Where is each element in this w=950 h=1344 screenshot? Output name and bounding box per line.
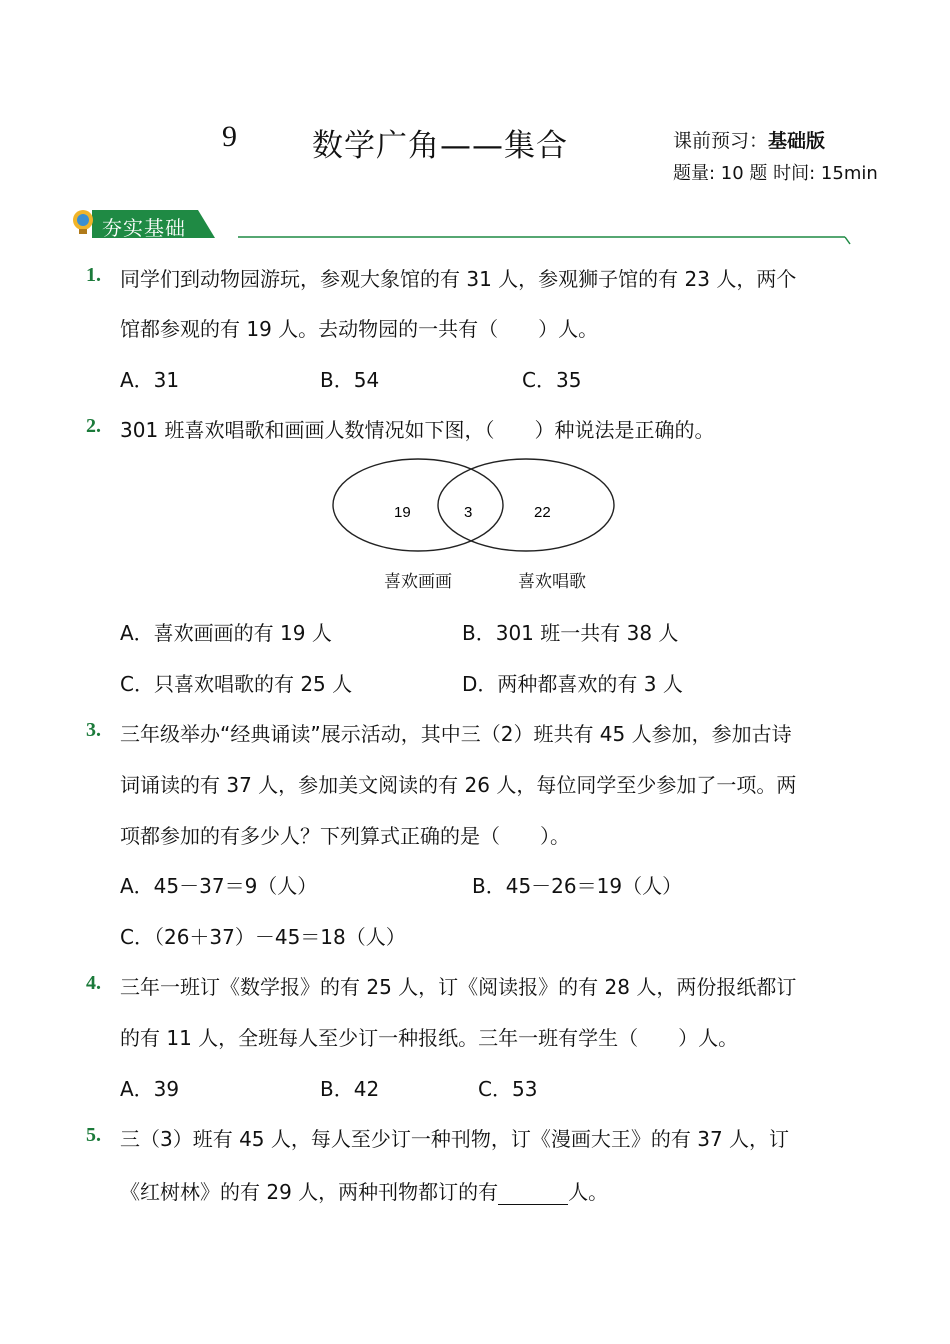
option-b[interactable]: B．54 [320, 368, 380, 392]
question-text-with-blank [120, 1176, 608, 1205]
preview-prefix: 课前预习： [673, 130, 769, 152]
banner-graphic [70, 204, 860, 252]
option-c[interactable]: C．35 [522, 368, 582, 392]
answer-blank[interactable] [498, 1182, 568, 1205]
option-d[interactable]: D．两种都喜欢的有 3 人 [462, 672, 683, 696]
venn-left-value: 19 [394, 504, 411, 521]
page-title: 数学广角——集合 [312, 128, 568, 164]
question-text: 人。 [568, 1180, 609, 1204]
venn-right-value: 22 [534, 504, 551, 521]
section-banner [70, 204, 860, 252]
question-number: 1. [86, 264, 101, 286]
question-text: 馆都参观的有 19 人。去动物园的一共有（ ）人。 [120, 317, 599, 341]
question-text: 项都参加的有多少人？下列算式正确的是（ ）。 [120, 824, 570, 848]
question-text: 三年一班订《数学报》的有 25 人，订《阅读报》的有 28 人，两份报纸都订 [120, 975, 797, 999]
venn-circles [330, 455, 620, 560]
question-text: 301 班喜欢唱歌和画画人数情况如下图，（ ）种说法是正确的。 [120, 418, 715, 442]
venn-left-label: 喜欢画画 [384, 572, 452, 592]
question-text: 词诵读的有 37 人，参加美文阅读的有 26 人，每位同学至少参加了一项。两 [120, 773, 797, 797]
option-c[interactable]: C．只喜欢唱歌的有 25 人 [120, 672, 353, 696]
question-number: 3. [86, 719, 101, 741]
question-count-time: 题量: 10 题 时间: 15min [673, 163, 878, 184]
option-a[interactable]: A．喜欢画画的有 19 人 [120, 621, 332, 645]
option-c[interactable]: C．53 [478, 1077, 538, 1101]
question-number: 5. [86, 1124, 101, 1146]
question-text: 《红树林》的有 29 人，两种刊物都订的有 [120, 1180, 499, 1204]
question-number: 4. [86, 972, 101, 994]
question-text: 同学们到动物园游玩，参观大象馆的有 31 人，参观狮子馆的有 23 人，两个 [120, 267, 797, 291]
venn-diagram [330, 455, 620, 595]
option-a[interactable]: A．31 [120, 368, 180, 392]
venn-left-ellipse [333, 459, 503, 551]
question-text: 的有 11 人，全班每人至少订一种报纸。三年一班有学生（ ）人。 [120, 1026, 739, 1050]
preview-level-value: 基础版 [768, 130, 826, 152]
question-text: 三年级举办“经典诵读”展示活动，其中三（2）班共有 45 人参加，参加古诗 [120, 722, 792, 746]
option-a[interactable]: A．39 [120, 1077, 180, 1101]
preview-level [673, 126, 825, 153]
venn-both-value: 3 [464, 504, 473, 521]
option-b[interactable]: B．42 [320, 1077, 380, 1101]
chapter-number: 9 [222, 120, 237, 153]
option-a[interactable]: A．45－37＝9（人） [120, 874, 318, 898]
option-c[interactable]: C．（26＋37）－45＝18（人） [120, 925, 406, 949]
section-label: 夯实基础 [102, 216, 186, 240]
option-b[interactable]: B．301 班一共有 38 人 [462, 621, 679, 645]
option-b[interactable]: B．45－26＝19（人） [472, 874, 683, 898]
question-text: 三（3）班有 45 人，每人至少订一种刊物，订《漫画大王》的有 37 人，订 [120, 1127, 790, 1151]
venn-right-label: 喜欢唱歌 [518, 572, 586, 592]
question-number: 2. [86, 415, 101, 437]
